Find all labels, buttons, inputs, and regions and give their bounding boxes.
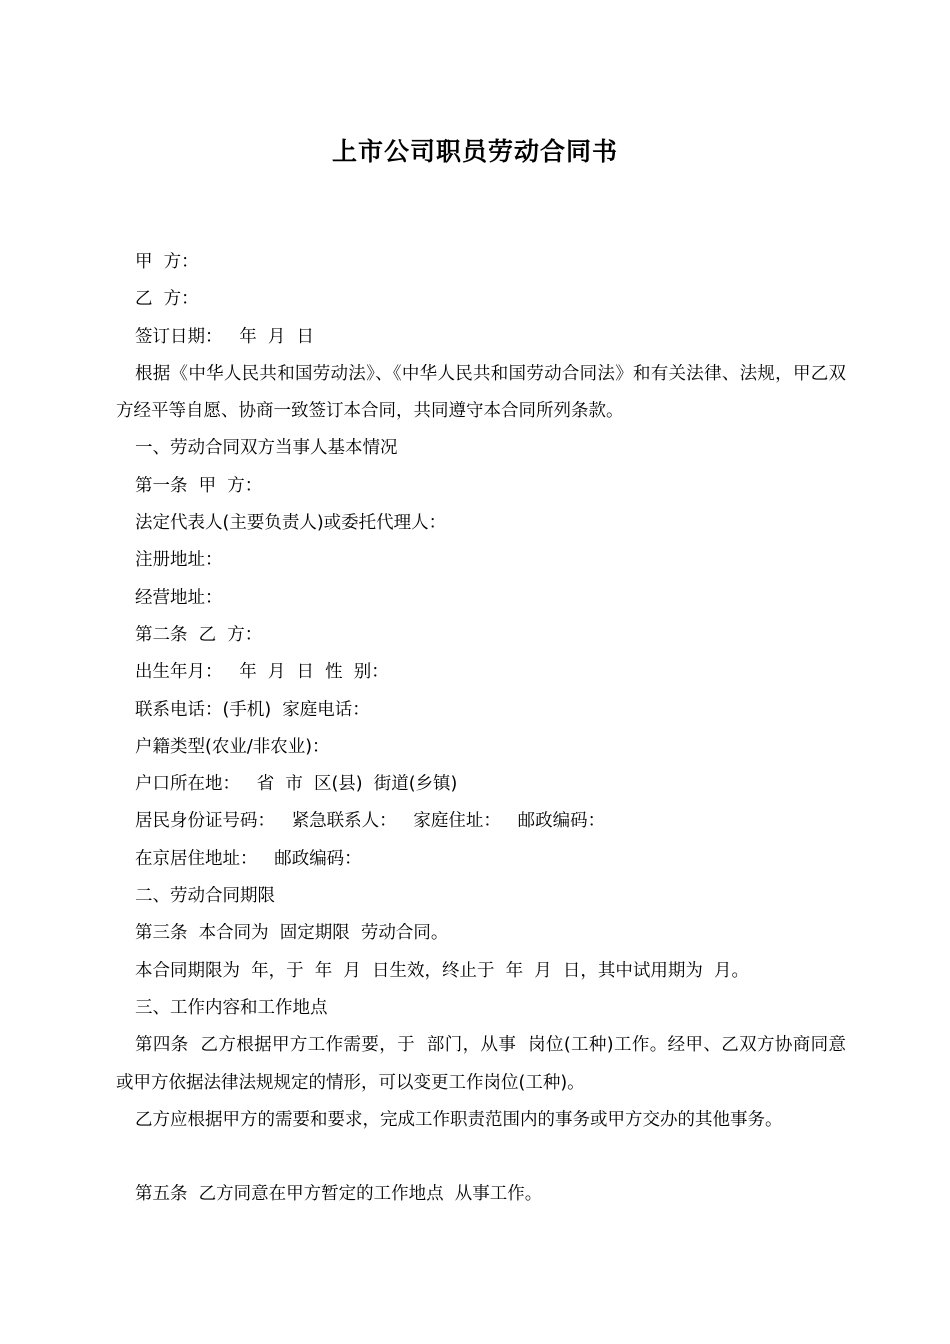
paragraph-gap [116, 1139, 846, 1176]
article-4-paragraph: 第四条 乙方根据甲方工作需要，于 部门，从事 岗位(工种)工作。经甲、乙双方协商同意或甲方依据法律法规规定的情形，可以变更工作岗位(工种)。 [116, 1035, 846, 1093]
id-contact-line: 居民身份证号码： 紧急联系人： 家庭住址： 邮政编码： [135, 811, 606, 832]
business-address-line: 经营地址： [135, 587, 223, 608]
preamble-paragraph: 根据《中华人民共和国劳动法》、《中华人民共和国劳动合同法》和有关法律、法规，甲乙双方经平等自愿、协商一致签订本合同，共同遵守本合同所列条款。 [116, 363, 846, 422]
beijing-address-line: 在京居住地址： 邮政编码： [135, 848, 362, 869]
party-b-line: 乙 方： [135, 289, 199, 310]
article-2-line: 第二条 乙 方： [135, 624, 263, 645]
article-5-line: 第五条 乙方同意在甲方暂定的工作地点 从事工作。 [135, 1184, 543, 1205]
duties-paragraph: 乙方应根据甲方的需要和要求，完成工作职责范围内的事务或甲方交办的其他事务。 [135, 1109, 783, 1130]
household-type-line: 户籍类型(农业/非农业)： [135, 736, 330, 757]
article-3-line: 第三条 本合同为 固定期限 劳动合同。 [135, 923, 449, 944]
legal-representative-line: 法定代表人(主要负责人)或委托代理人： [135, 513, 447, 534]
party-a-line: 甲 方： [135, 252, 199, 272]
household-location-line: 户口所在地： 省 市 区(县) 街道(乡镇) [135, 774, 458, 795]
article-1-line: 第一条 甲 方： [135, 475, 263, 496]
signing-date-line: 签订日期： 年 月 日 [135, 326, 314, 347]
section-heading-2: 二、劳动合同期限 [135, 886, 275, 907]
document-title: 上市公司职员劳动合同书 [331, 137, 618, 166]
contract-term-line: 本合同期限为 年，于 年 月 日生效，终止于 年 月 日，其中试用期为 月。 [135, 960, 750, 981]
registered-address-line: 注册地址： [135, 550, 223, 571]
birth-gender-line: 出生年月： 年 月 日 性 别： [135, 662, 389, 683]
section-heading-1: 一、劳动合同双方当事人基本情况 [135, 438, 398, 459]
section-heading-3: 三、工作内容和工作地点 [135, 997, 328, 1018]
phone-line: 联系电话：(手机) 家庭电话： [135, 699, 370, 720]
document-body [116, 244, 846, 1214]
